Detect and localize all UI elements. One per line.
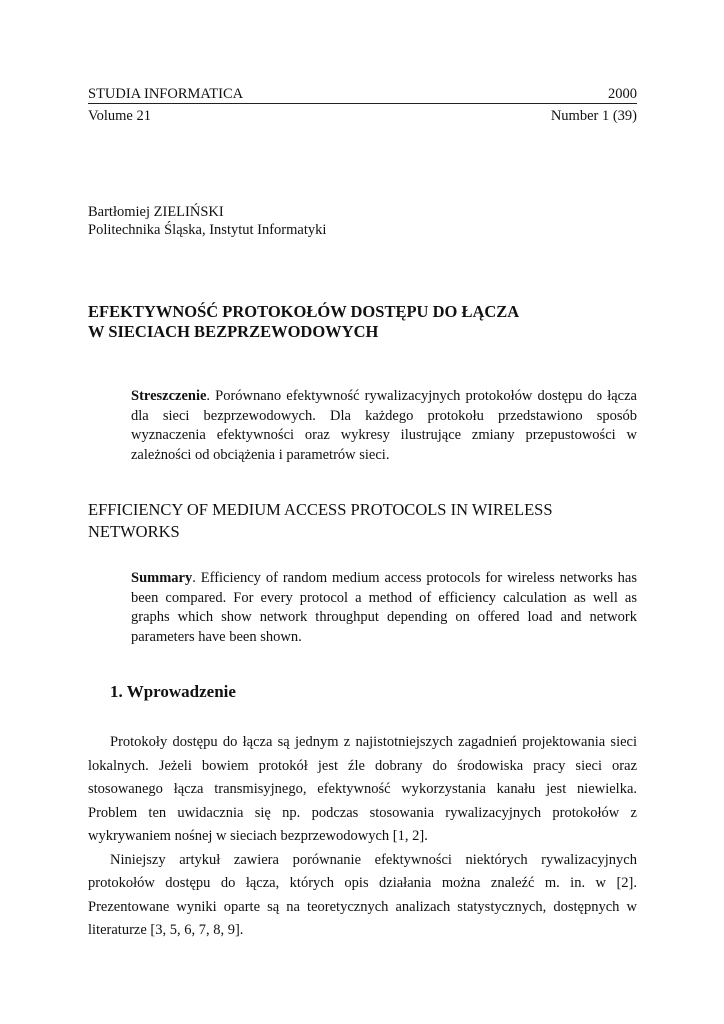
abstract-polish bbox=[131, 387, 637, 465]
abstract-english bbox=[131, 569, 637, 647]
running-header-bottom bbox=[88, 107, 637, 125]
author-name: Bartłomiej ZIELIŃSKI bbox=[88, 204, 224, 220]
abstract-english-label: Summary bbox=[131, 570, 193, 586]
journal-number: Number 1 (39) bbox=[550, 108, 637, 124]
title-polish bbox=[88, 302, 648, 342]
abstract-polish-label: Streszczenie bbox=[131, 388, 207, 404]
journal-volume: Volume 21 bbox=[88, 108, 151, 124]
abstract-english-text: . Efficiency of random medium access protocols for wireless networks has been compared. For every protocol a method of efficiency calculation as well as graphs which show network throughput depending on offered load and network parameters have been shown. bbox=[131, 570, 637, 645]
body-text bbox=[88, 731, 637, 943]
header-rule bbox=[88, 103, 637, 104]
title-english bbox=[88, 499, 637, 542]
title-polish-line-1: EFEKTYWNOŚĆ PROTOKOŁÓW DOSTĘPU DO ŁĄCZA bbox=[88, 302, 520, 321]
section-heading: 1. Wprowadzenie bbox=[110, 682, 236, 701]
author-affiliation: Politechnika Śląska, Instytut Informatyki bbox=[88, 222, 327, 238]
running-header-top bbox=[88, 85, 637, 103]
title-polish-line-2: W SIECIACH BEZPRZEWODOWYCH bbox=[88, 322, 379, 341]
body-paragraph-1: Protokoły dostępu do łącza są jednym z najistotniejszych zagadnień projektowania sieci lokalnych. Jeżeli bowiem protokół jest źle dobrany do środowiska pracy sieci oraz stosowanego łącza transmisyjnego, efektywność wykorzystania kanału jest niewielka. Problem ten uwidacznia się np. podczas stosowania rywalizacyjnych protokołów z wykrywaniem nośnej w sieciach bezprzewodowych [1, 2]. bbox=[88, 734, 637, 844]
journal-name: STUDIA INFORMATICA bbox=[88, 86, 244, 102]
journal-year: 2000 bbox=[608, 86, 637, 102]
body-paragraph-2: Niniejszy artykuł zawiera porównanie efektywności niektórych rywalizacyjnych protokołów dostępu do łącza, których opis działania można znaleźć m. in. w [2]. Prezentowane wyniki oparte są na teoretycznych analizach statystycznych, dostępnych w literaturze [3, 5, 6, 7, 8, 9]. bbox=[88, 851, 637, 938]
abstract-polish-text: . Porównano efektywność rywalizacyjnych protokołów dostępu do łącza dla sieci bezprzewodowych. Dla każdego protokołu przedstawiono sposób wyznaczenia efektywności oraz wykresy ilustrujące zmiany przepustowości w zależności od obciążenia i parametrów sieci. bbox=[131, 388, 637, 463]
title-english-line-1: EFFICIENCY OF MEDIUM ACCESS PROTOCOLS IN WIRELESS bbox=[88, 500, 553, 519]
author-block bbox=[88, 203, 326, 239]
title-english-line-2: NETWORKS bbox=[88, 521, 180, 541]
